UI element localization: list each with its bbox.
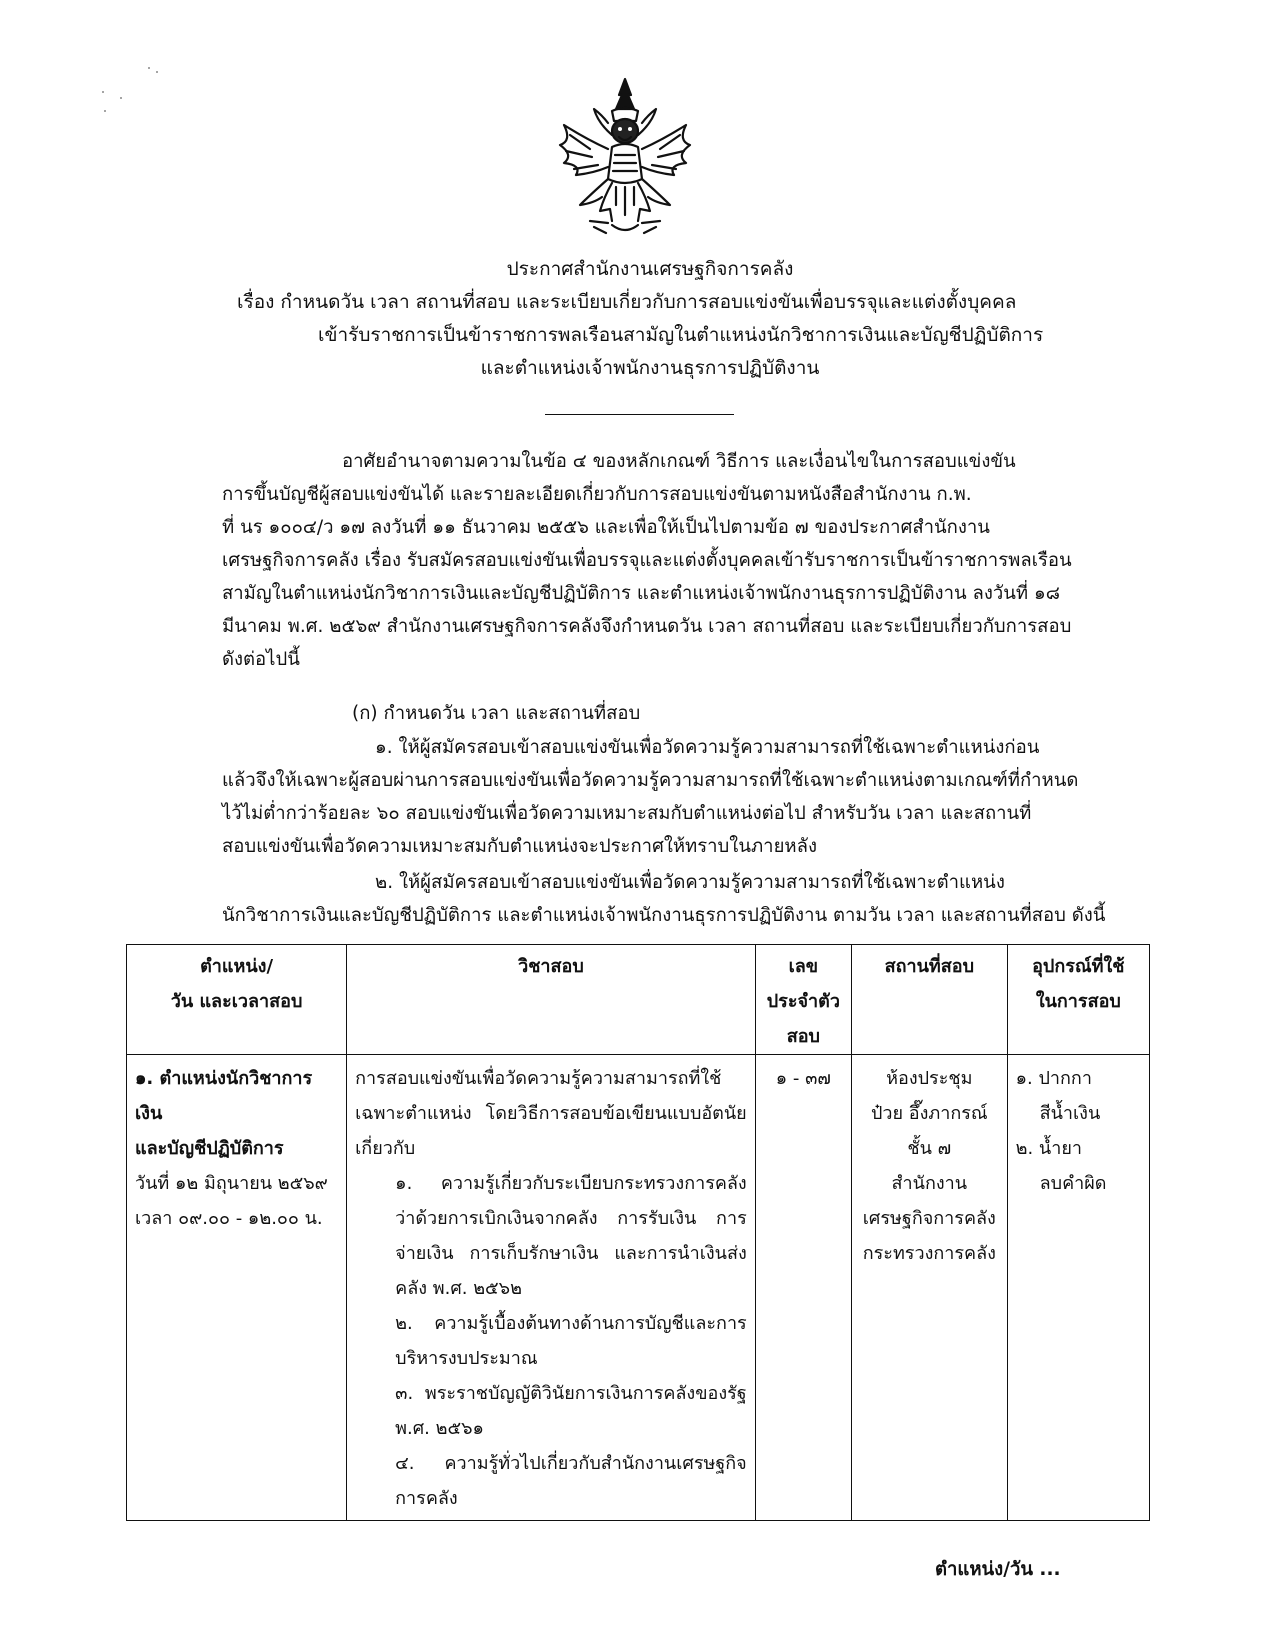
scan-speck <box>102 91 104 93</box>
title-subject-line1: เรื่อง กำหนดวัน เวลา สถานที่สอบ และระเบียบเกี่ยวกับการสอบแข่งขันเพื่อบรรจุและแต่งตั้งบุคคล <box>237 291 1017 313</box>
garuda-emblem-icon <box>550 75 700 240</box>
header-position-line2: วัน และเวลาสอบ <box>170 991 303 1012</box>
header-subject: วิชาสอบ <box>347 945 756 1055</box>
section-a-heading: (ก) กำหนดวัน เวลา และสถานที่สอบ <box>352 703 641 724</box>
intro-line: ดังต่อไปนี้ <box>222 649 300 670</box>
subject-topic: ๑. ความรู้เกี่ยวกับระเบียบกระทรวงการคลัง ว่าด้วยการเบิกเงินจากคลัง การรับเงิน การจ่ายเงิน การเก็บรักษาเงิน และการนำเงินส่งคลัง พ.ศ. ๒๕๖๒ <box>395 1173 747 1299</box>
equipment-item-detail: สีน้ำเงิน <box>1039 1103 1101 1124</box>
exam-date: วันที่ ๑๒ มิถุนายน ๒๕๖๙ <box>135 1173 328 1194</box>
header-exam-id-line1: เลข <box>788 956 819 977</box>
item2-line: นักวิชาการเงินและบัญชีปฏิบัติการ และตำแหน่งเจ้าพนักงานธุรการปฏิบัติงาน ตามวัน เวลา และสถานที่สอบ ดังนี้ <box>222 905 1106 926</box>
table-header-row <box>127 945 1150 1055</box>
subject-intro: การสอบแข่งขันเพื่อวัดความรู้ความสามารถที่ใช้เฉพาะตำแหน่ง โดยวิธีการสอบข้อเขียนแบบอัตนัยเกี่ยวกับ <box>355 1068 747 1159</box>
intro-paragraph <box>222 445 1102 676</box>
subject-topic: ๔. ความรู้ทั่วไปเกี่ยวกับสำนักงานเศรษฐกิจการคลัง <box>395 1453 747 1509</box>
header-exam-id <box>755 945 851 1055</box>
venue-line: สำนักงาน <box>891 1173 968 1194</box>
intro-line: อาศัยอำนาจตามความในข้อ ๔ ของหลักเกณฑ์ วิธีการ และเงื่อนไขในการสอบแข่งขัน <box>342 451 1016 472</box>
cell-venue <box>851 1055 1007 1521</box>
subject-topic: ๒. ความรู้เบื้องต้นทางด้านการบัญชีและการบริหารงบประมาณ <box>395 1313 747 1369</box>
scan-speck <box>148 67 150 69</box>
venue-line: ป๋วย อึ๊งภากรณ์ <box>870 1103 988 1124</box>
intro-line: เศรษฐกิจการคลัง เรื่อง รับสมัครสอบแข่งขันเพื่อบรรจุและแต่งตั้งบุคคลเข้ารับราชการเป็นข้าราชการพลเรือน <box>222 550 1072 571</box>
item2-paragraph <box>222 866 1106 932</box>
exam-schedule-table <box>126 944 1150 1521</box>
equipment-item-detail: ลบคำผิด <box>1039 1173 1107 1194</box>
scan-speck <box>156 71 158 73</box>
title-subject-line3: และตำแหน่งเจ้าพนักงานธุรการปฏิบัติงาน <box>480 357 820 379</box>
exam-time: เวลา ๐๙.๐๐ - ๑๒.๐๐ น. <box>135 1208 323 1229</box>
equipment-item: ๒. น้ำยา <box>1015 1138 1082 1159</box>
intro-line: มีนาคม พ.ศ. ๒๕๖๙ สำนักงานเศรษฐกิจการคลังจึงกำหนดวัน เวลา สถานที่สอบ และระเบียบเกี่ยวกับการสอบ <box>222 616 1072 637</box>
header-equipment-line2: ในการสอบ <box>1035 991 1121 1012</box>
cell-exam-id: ๑ - ๓๗ <box>755 1055 851 1521</box>
header-equipment <box>1007 945 1149 1055</box>
venue-line: ชั้น ๗ <box>907 1138 952 1159</box>
scan-speck <box>120 97 122 99</box>
intro-line: การขึ้นบัญชีผู้สอบแข่งขันได้ และรายละเอียดเกี่ยวกับการสอบแข่งขันตามหนังสือสำนักงาน ก.พ. <box>222 484 972 505</box>
item1-paragraph <box>222 731 1102 863</box>
cell-position <box>127 1055 347 1521</box>
cell-subject <box>347 1055 756 1521</box>
item1-line: ไว้ไม่ต่ำกว่าร้อยละ ๖๐ สอบแข่งขันเพื่อวัดความเหมาะสมกับตำแหน่งต่อไป สำหรับวัน เวลา และสถานที่ <box>222 803 1032 824</box>
position-name-line1: ๑. ตำแหน่งนักวิชาการเงิน <box>135 1068 313 1124</box>
intro-line: สามัญในตำแหน่งนักวิชาการเงินและบัญชีปฏิบัติการ และตำแหน่งเจ้าพนักงานธุรการปฏิบัติงาน ลงวันที่ ๑๘ <box>222 583 1060 604</box>
header-exam-id-line2: ประจำตัว <box>766 991 840 1012</box>
header-venue: สถานที่สอบ <box>851 945 1007 1055</box>
scan-specks <box>100 65 180 125</box>
header-equipment-line1: อุปกรณ์ที่ใช้ <box>1032 956 1125 977</box>
title-subject-line2: เข้ารับราชการเป็นข้าราชการพลเรือนสามัญในตำแหน่งนักวิชาการเงินและบัญชีปฏิบัติการ <box>318 324 1044 346</box>
cell-equipment <box>1007 1055 1149 1521</box>
table-row <box>127 1055 1150 1521</box>
item1-line: แล้วจึงให้เฉพาะผู้สอบผ่านการสอบแข่งขันเพื่อวัดความรู้ความสามารถที่ใช้เฉพาะตำแหน่งตามเกณฑ์ที่กำหนด <box>222 770 1079 791</box>
item1-line: สอบแข่งขันเพื่อวัดความเหมาะสมกับตำแหน่งจะประกาศให้ทราบในภายหลัง <box>222 836 817 857</box>
position-name-line2: และบัญชีปฏิบัติการ <box>135 1138 284 1159</box>
venue-line: ห้องประชุม <box>886 1068 973 1089</box>
announcement-title <box>130 253 1170 385</box>
intro-line: ที่ นร ๑๐๐๔/ว ๑๗ ลงวันที่ ๑๑ ธันวาคม ๒๕๕๖ และเพื่อให้เป็นไปตามข้อ ๗ ของประกาศสำนักงาน <box>222 517 990 538</box>
title-divider <box>545 414 734 415</box>
subject-topic: ๓. พระราชบัญญัติวินัยการเงินการคลังของรัฐ พ.ศ. ๒๕๖๑ <box>395 1383 747 1439</box>
scan-speck <box>104 110 106 112</box>
item2-line: ๒. ให้ผู้สมัครสอบเข้าสอบแข่งขันเพื่อวัดความรู้ความสามารถที่ใช้เฉพาะตำแหน่ง <box>375 872 1005 893</box>
title-issuer: ประกาศสำนักงานเศรษฐกิจการคลัง <box>506 258 794 280</box>
venue-line: เศรษฐกิจการคลัง <box>862 1208 996 1229</box>
equipment-item: ๑. ปากกา <box>1015 1068 1092 1089</box>
item1-line: ๑. ให้ผู้สมัครสอบเข้าสอบแข่งขันเพื่อวัดความรู้ความสามารถที่ใช้เฉพาะตำแหน่งก่อน <box>375 737 1040 758</box>
venue-line: กระทรวงการคลัง <box>862 1243 996 1264</box>
header-position-line1: ตำแหน่ง/ <box>200 956 274 977</box>
continued-on-next-page: ตำแหน่ง/วัน ... <box>935 1559 1061 1580</box>
header-position <box>127 945 347 1055</box>
header-exam-id-line3: สอบ <box>786 1026 820 1047</box>
